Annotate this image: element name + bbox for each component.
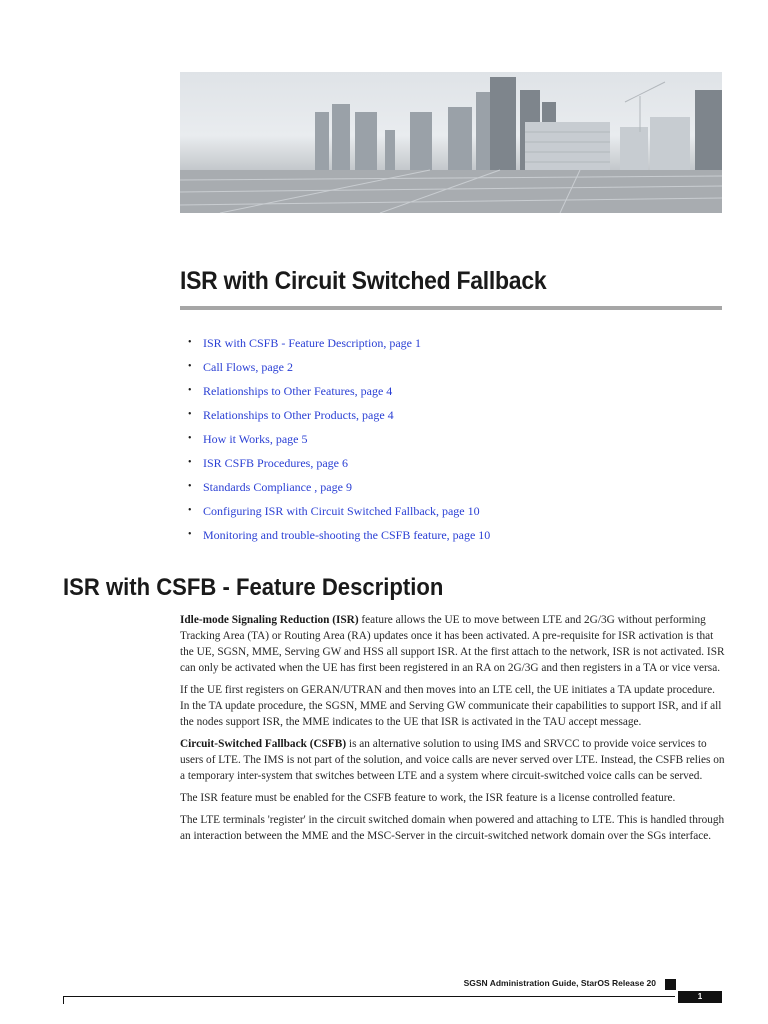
toc-item[interactable] (188, 334, 490, 358)
toc-item[interactable] (188, 502, 490, 526)
bullet-icon: • (188, 361, 192, 372)
paragraph-license: The ISR feature must be enabled for the CSFB feature to work, the ISR feature is a license controlled feature. (180, 792, 676, 804)
skyline-illustration (180, 72, 722, 213)
toc-item[interactable] (188, 454, 490, 478)
term-isr: Idle-mode Signaling Reduction (ISR) (180, 614, 359, 626)
toc-link[interactable]: Relationships to Other Features, page 4 (203, 384, 393, 398)
bullet-icon: • (188, 385, 192, 396)
bullet-icon: • (188, 529, 192, 540)
toc-link[interactable]: Monitoring and trouble-shooting the CSFB feature, page 10 (203, 528, 491, 542)
toc-item[interactable] (188, 406, 490, 430)
footer-guide-title: SGSN Administration Guide, StarOS Release 20 (463, 978, 656, 988)
section-body (180, 612, 725, 850)
toc-link[interactable]: Configuring ISR with Circuit Switched Fallback, page 10 (203, 504, 480, 518)
page-number: 1 (678, 991, 722, 1003)
footer-rule (63, 996, 675, 997)
bullet-icon: • (188, 337, 192, 348)
bullet-icon: • (188, 481, 192, 492)
toc-link[interactable]: ISR with CSFB - Feature Description, page 1 (203, 336, 421, 350)
chapter-title: ISR with Circuit Switched Fallback (180, 267, 547, 295)
toc-link[interactable]: Standards Compliance , page 9 (203, 480, 352, 494)
footer-tick (63, 996, 64, 1004)
paragraph-isr (180, 612, 725, 676)
paragraph-text: feature allows the UE to move between LTE and 2G/3G without performing Tracking Area (TA) or Routing Area (RA) updates once it has been activated. A pre-requisite for ISR activation is that the UE, SGSN, MME, Serving GW and HSS all support ISR. At the first attach to the network, ISR is not activated. ISR can only be activated when the UE has first been registered in an RA on 2G/3G and then registers in a TA or vice versa. (180, 614, 725, 674)
toc-item[interactable] (188, 358, 490, 382)
city-skyline-banner-image (180, 72, 722, 213)
title-rule (180, 306, 722, 310)
toc-link[interactable]: ISR CSFB Procedures, page 6 (203, 456, 348, 470)
toc-item[interactable] (188, 382, 490, 406)
footer-marker (665, 979, 676, 990)
toc-item[interactable] (188, 478, 490, 502)
toc-item[interactable] (188, 526, 490, 550)
chapter-toc (188, 334, 490, 550)
paragraph-sgs-interface: The LTE terminals 'register' in the circuit switched domain when powered and attaching to LTE. This is handled through an interaction between the MME and the MSC-Server in the circuit-switched network domain over the SGs interface. (180, 814, 725, 842)
section-title: ISR with CSFB - Feature Description (63, 574, 444, 601)
paragraph-text: is an alternative solution to using IMS and SRVCC to provide voice services to users of LTE. The IMS is not part of the solution, and voice calls are never served over LTE. Instead, the CSFB relies on a temporary inter-system that switches between LTE and a system where circuit-switched voice calls can be served. (180, 738, 725, 782)
bullet-icon: • (188, 409, 192, 420)
bullet-icon: • (188, 457, 192, 468)
bullet-icon: • (188, 433, 192, 444)
toc-link[interactable]: How it Works, page 5 (203, 432, 308, 446)
toc-link[interactable]: Relationships to Other Products, page 4 (203, 408, 394, 422)
toc-item[interactable] (188, 430, 490, 454)
paragraph-ta-update: If the UE first registers on GERAN/UTRAN and then moves into an LTE cell, the UE initiates a TA update procedure. In the TA update procedure, the SGSN, MME and Serving GW communicate their capabilities to support ISR, and if all the nodes support ISR, the MME indicates to the UE that ISR is activated in the TAU accept message. (180, 684, 722, 728)
term-csfb: Circuit-Switched Fallback (CSFB) (180, 738, 347, 750)
toc-link[interactable]: Call Flows, page 2 (203, 360, 293, 374)
bullet-icon: • (188, 505, 192, 516)
paragraph-csfb (180, 736, 725, 784)
